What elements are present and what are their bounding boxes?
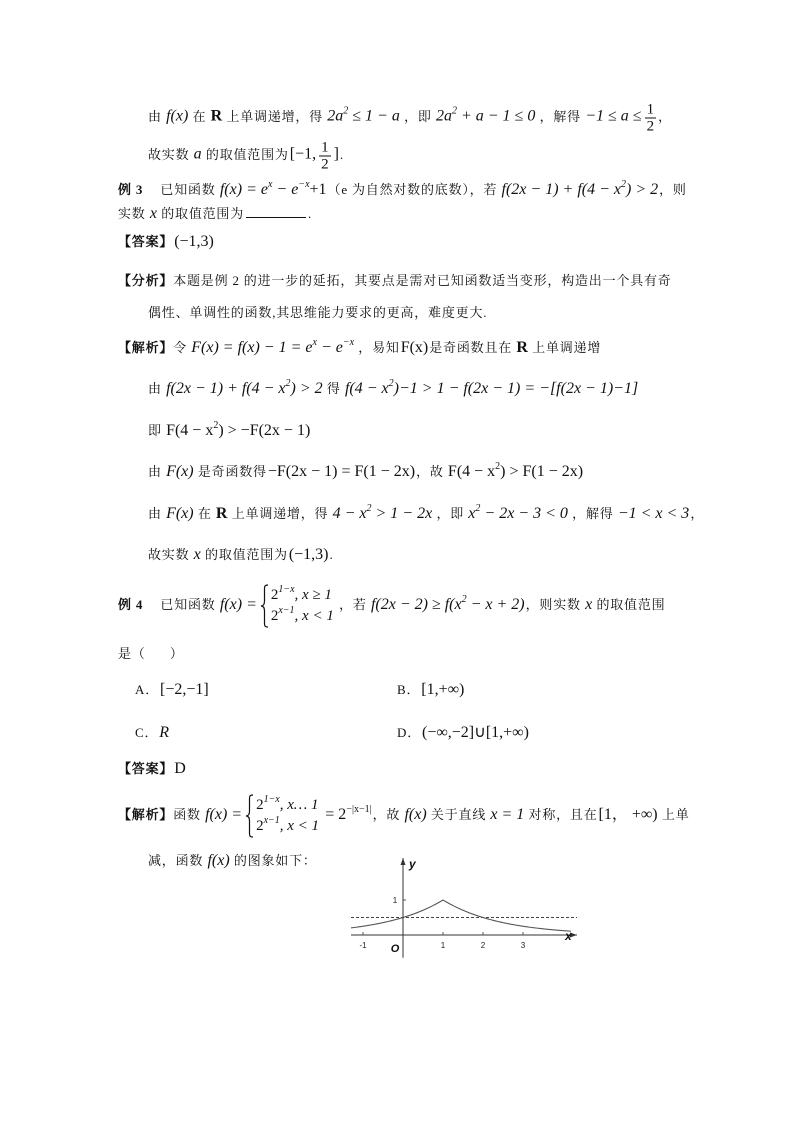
term: + a − 1 ≤ 0 bbox=[456, 107, 536, 125]
text: 减，函数 bbox=[148, 853, 204, 868]
range-expr: −1 < x < 3 bbox=[617, 505, 690, 522]
option-letter: B． bbox=[397, 682, 421, 697]
exponent: 2 bbox=[495, 461, 501, 472]
range-expr: −1 ≤ a ≤ bbox=[585, 107, 642, 125]
option-letter: A． bbox=[135, 682, 159, 697]
exponent: 2 bbox=[461, 593, 467, 605]
option-letter: C． bbox=[135, 725, 159, 740]
option-value: [−2,−1] bbox=[160, 681, 209, 698]
solution-3-line-1 bbox=[118, 337, 601, 359]
answer-value: D bbox=[174, 760, 186, 777]
odd-function-identity: −F(2x − 1) = F(1 − 2x) bbox=[267, 463, 416, 480]
answer-parentheses: 是（ ） bbox=[118, 646, 184, 661]
inequality-expr bbox=[166, 422, 310, 439]
variable: x bbox=[193, 546, 201, 563]
period: . bbox=[339, 146, 344, 162]
text: 本题是例 2 的进一步的延拓，其要点是需对已知函数适当变形，构造出一个具有奇 bbox=[173, 273, 672, 288]
piecewise-cases bbox=[256, 795, 319, 837]
term: = 2 bbox=[325, 805, 347, 823]
variable: x bbox=[149, 205, 157, 222]
exponent: x bbox=[312, 337, 317, 348]
function-expr: f(x) bbox=[404, 805, 427, 823]
exponent: 2 bbox=[366, 503, 372, 514]
function-curve bbox=[351, 900, 571, 931]
text: 是奇函数得 bbox=[197, 464, 267, 479]
term: F(x) = f(x) − 1 = e bbox=[191, 339, 313, 356]
exponent: 1−x bbox=[278, 584, 295, 595]
case-x-ge-1 bbox=[256, 795, 319, 816]
text: ，易知 bbox=[358, 340, 400, 355]
option-c bbox=[135, 722, 170, 744]
text: ， bbox=[690, 506, 705, 521]
solution-3-line-3 bbox=[148, 420, 311, 442]
symmetry-axis: x = 1 bbox=[490, 805, 525, 823]
text: ，解得 bbox=[539, 108, 581, 124]
interval: [1， +∞) bbox=[598, 805, 658, 823]
example-3-line-1 bbox=[118, 179, 687, 201]
exponent: 2 bbox=[343, 105, 349, 117]
text: ，则 bbox=[659, 182, 687, 197]
inequality-expr bbox=[448, 463, 583, 480]
condition: , x… 1 bbox=[279, 797, 319, 813]
option-d bbox=[397, 722, 530, 744]
term: ≤ 1 − a bbox=[348, 107, 400, 125]
text: 在 bbox=[192, 108, 207, 124]
function-expr: f(x) bbox=[166, 107, 189, 125]
option-letter: D． bbox=[397, 725, 421, 740]
text: 的取值范围为 bbox=[161, 206, 245, 221]
exponent: 2 bbox=[475, 503, 481, 514]
condition-expr bbox=[370, 593, 525, 613]
denominator: 2 bbox=[321, 156, 329, 173]
base: 2 bbox=[270, 608, 279, 624]
term: ) > 2 bbox=[290, 380, 323, 397]
term: )−1 > 1 − f(2x − 1) = −[f(2x − 1)−1] bbox=[393, 380, 639, 397]
text: 故实数 bbox=[148, 547, 190, 562]
interval-end: ] bbox=[333, 145, 339, 163]
term: x bbox=[468, 505, 476, 522]
numerator: 1 bbox=[321, 139, 329, 156]
text: 上单调递增，得 bbox=[231, 506, 329, 521]
variable: x bbox=[585, 595, 593, 613]
exponent: −x bbox=[298, 179, 310, 190]
term: ) > −F(2x − 1) bbox=[218, 422, 311, 439]
real-number-set: R bbox=[210, 107, 223, 125]
solution-3-line-6 bbox=[148, 544, 334, 566]
example-4-answer bbox=[118, 758, 187, 780]
case-x-ge-1 bbox=[271, 585, 334, 606]
inequality-expr bbox=[327, 105, 400, 125]
function-definition bbox=[220, 181, 327, 198]
text: ， bbox=[658, 108, 672, 124]
function-name: f(x) = bbox=[219, 595, 257, 613]
function-graph bbox=[340, 852, 590, 964]
denominator: 2 bbox=[646, 118, 655, 135]
absolute-value-form bbox=[325, 803, 372, 823]
term: − e bbox=[316, 339, 343, 356]
function-expr: f(x) bbox=[207, 852, 230, 869]
solution-4-line-1 bbox=[118, 794, 690, 838]
solution-label: 【解析】 bbox=[118, 340, 174, 355]
text: 的取值范围为 bbox=[205, 146, 289, 162]
y-axis-label: y bbox=[409, 857, 416, 871]
condition-expr bbox=[166, 380, 323, 397]
text: ，解得 bbox=[572, 506, 614, 521]
function-definition bbox=[191, 339, 354, 356]
option-value: [1,+∞) bbox=[421, 681, 465, 698]
analysis-line-1 bbox=[118, 270, 672, 292]
text: 函数 bbox=[173, 806, 201, 822]
text: ，若 bbox=[339, 596, 367, 612]
x-axis-label: x bbox=[565, 929, 572, 943]
text: 关于直线 bbox=[430, 806, 487, 822]
term: F(4 − x bbox=[447, 463, 496, 480]
exponent: 2 bbox=[388, 378, 394, 389]
period: . bbox=[308, 206, 313, 221]
piecewise-function bbox=[245, 794, 319, 838]
period: . bbox=[329, 547, 334, 562]
exponent: 2 bbox=[285, 378, 291, 389]
text: 对称，且在 bbox=[528, 806, 598, 822]
answer-label: 【答案】 bbox=[118, 761, 174, 776]
example-3-line-2 bbox=[118, 203, 312, 225]
answer-value: (−1,3) bbox=[174, 233, 214, 250]
analysis-line-2 bbox=[148, 302, 487, 324]
real-number-set: R bbox=[215, 505, 228, 522]
exponent: x bbox=[267, 179, 273, 190]
text: 的取值范围为 bbox=[205, 547, 288, 562]
example-label: 例 4 bbox=[118, 596, 144, 612]
solution-line-1 bbox=[148, 103, 672, 134]
condition-expr bbox=[502, 181, 659, 198]
exponent: 2 bbox=[213, 420, 219, 431]
term: − 2x − 3 < 0 bbox=[480, 505, 568, 522]
term: f(2x − 1) + f(4 − x bbox=[501, 181, 621, 198]
solution-line-2 bbox=[148, 141, 344, 172]
transformed-expr bbox=[345, 380, 638, 397]
analysis-label: 【分析】 bbox=[118, 273, 174, 288]
left-brace-icon bbox=[245, 794, 254, 838]
inequality-expr bbox=[435, 105, 536, 125]
x-tick-label: -1 bbox=[359, 941, 367, 950]
x-tick-label: 2 bbox=[480, 941, 486, 950]
answer-blank bbox=[246, 204, 306, 218]
exponent: −x bbox=[342, 337, 355, 348]
text: 上单 bbox=[661, 806, 690, 822]
text: ，故 bbox=[416, 464, 444, 479]
solution-3-line-5 bbox=[148, 503, 704, 525]
base: 2 bbox=[256, 797, 264, 813]
text: 偶性、单调性的函数,其思维能力要求的更高，难度更大. bbox=[148, 305, 488, 320]
fraction-one-half bbox=[319, 141, 331, 172]
option-a bbox=[135, 679, 210, 701]
text: 已知函数 bbox=[160, 182, 216, 197]
text: 由 bbox=[148, 108, 162, 124]
text: 的图象如下： bbox=[233, 853, 317, 868]
function-name: f(x) = bbox=[205, 805, 243, 823]
origin-label: O bbox=[390, 943, 400, 955]
term: − e bbox=[272, 181, 299, 198]
term: ) > F(1 − 2x) bbox=[500, 463, 584, 480]
term: ) > 2 bbox=[626, 181, 659, 198]
x-tick-label: 1 bbox=[440, 941, 446, 950]
text: 在 bbox=[197, 506, 212, 521]
term: f(x) = e bbox=[219, 181, 268, 198]
text: 由 bbox=[148, 506, 162, 521]
exponent: 1−x bbox=[263, 794, 280, 805]
variable: a bbox=[193, 145, 202, 163]
text: 由 bbox=[148, 464, 162, 479]
solution-3-line-2 bbox=[148, 378, 639, 400]
text: 得 bbox=[326, 381, 341, 396]
base: 2 bbox=[270, 587, 279, 603]
left-brace-icon bbox=[260, 584, 269, 628]
text: （e 为自然对数的底数），若 bbox=[327, 182, 498, 197]
piecewise-cases bbox=[271, 585, 334, 627]
text: 故实数 bbox=[148, 146, 190, 162]
inequality-expr bbox=[333, 505, 433, 522]
text: ，则实数 bbox=[525, 596, 581, 612]
term: f(2x − 1) + f(4 − x bbox=[166, 380, 286, 397]
exponent: x−1 bbox=[278, 605, 295, 616]
example-3-answer bbox=[118, 231, 215, 253]
text: 令 bbox=[173, 340, 188, 355]
interval-start: [−1, bbox=[289, 145, 317, 163]
x-tick-label: 3 bbox=[520, 941, 526, 950]
term: 2a bbox=[327, 107, 344, 125]
y-axis-arrow-icon bbox=[401, 858, 406, 865]
piecewise-function bbox=[260, 584, 334, 628]
solution-4-line-2 bbox=[148, 850, 317, 872]
exponent: x−1 bbox=[263, 815, 280, 826]
condition: , x < 1 bbox=[294, 608, 334, 624]
text: ，即 bbox=[404, 108, 432, 124]
case-x-lt-1 bbox=[271, 606, 334, 627]
exponent: −|x−1| bbox=[346, 803, 372, 815]
text: 上单调递增 bbox=[532, 340, 602, 355]
term: F(4 − x bbox=[166, 422, 214, 439]
option-value: (−∞,−2]∪[1,+∞) bbox=[422, 724, 529, 741]
text: 的取值范围 bbox=[596, 596, 666, 612]
text: 是奇函数且在 bbox=[429, 340, 513, 355]
example-label: 例 3 bbox=[118, 182, 144, 197]
answer-interval: (−1,3) bbox=[288, 546, 329, 563]
exponent: 2 bbox=[451, 105, 457, 117]
quadratic-inequality bbox=[468, 505, 568, 522]
real-number-set: R bbox=[516, 339, 528, 356]
numerator: 1 bbox=[646, 101, 655, 118]
term: f(4 − x bbox=[344, 380, 389, 397]
fraction-one-half bbox=[645, 103, 657, 134]
text: ，即 bbox=[436, 506, 465, 521]
term: 4 − x bbox=[332, 505, 367, 522]
term: f(2x − 2) ≥ f(x bbox=[370, 595, 462, 613]
text: 已知函数 bbox=[160, 596, 216, 612]
term: +1 bbox=[309, 181, 327, 198]
y-tick-label: 1 bbox=[392, 896, 398, 905]
example-4-line-1 bbox=[118, 584, 665, 628]
text: 即 bbox=[148, 423, 162, 438]
text: 实数 bbox=[118, 206, 146, 221]
text: ，故 bbox=[372, 806, 401, 822]
condition: , x < 1 bbox=[279, 818, 320, 834]
text: 由 bbox=[148, 381, 162, 396]
example-4-line-2 bbox=[118, 643, 184, 665]
answer-label: 【答案】 bbox=[118, 234, 174, 249]
term: 2a bbox=[435, 107, 452, 125]
condition: , x ≥ 1 bbox=[294, 587, 332, 603]
function-expr: F(x) bbox=[166, 505, 194, 522]
solution-label: 【解析】 bbox=[118, 806, 174, 822]
function-expr: F(x) bbox=[400, 339, 429, 356]
term: > 1 − 2x bbox=[371, 505, 433, 522]
exponent: 2 bbox=[621, 179, 626, 190]
solution-3-line-4 bbox=[148, 461, 584, 483]
text: 上单调递增，得 bbox=[226, 108, 323, 124]
term: − x + 2) bbox=[466, 595, 525, 613]
case-x-lt-1 bbox=[256, 816, 319, 837]
option-b bbox=[397, 679, 465, 701]
base: 2 bbox=[256, 818, 264, 834]
option-value: R bbox=[159, 724, 170, 741]
function-expr: F(x) bbox=[166, 463, 194, 480]
